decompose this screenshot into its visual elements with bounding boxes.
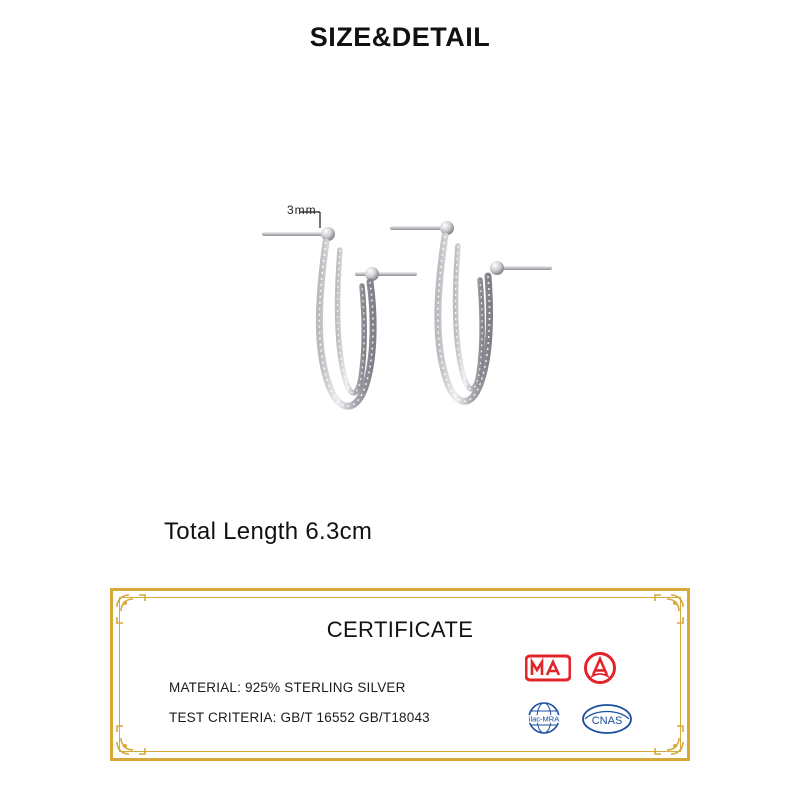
corner-ornament-icon — [115, 722, 149, 756]
svg-text:CNAS: CNAS — [591, 715, 623, 727]
certificate-test-criteria-line: TEST CRITERIA: GB/T 16552 GB/T18043 — [169, 710, 430, 725]
certificate-title: CERTIFICATE — [326, 617, 474, 642]
cnas-badge-icon — [581, 703, 633, 740]
measurement-label-3mm: 3mm — [287, 203, 317, 217]
ma-badge-icon — [525, 653, 571, 688]
total-length-label: Total Length 6.3cm — [164, 518, 373, 545]
certificate-material-line: MATERIAL: 925% STERLING SILVER — [169, 680, 406, 695]
cac-badge-icon — [583, 651, 617, 690]
ilac-mra-badge-icon — [521, 701, 567, 740]
svg-text:ilac-MRA: ilac-MRA — [528, 714, 560, 724]
certificate-details — [169, 673, 430, 733]
certification-badges — [521, 653, 641, 745]
product-image — [150, 150, 650, 480]
certificate-card — [110, 588, 690, 761]
corner-ornament-icon — [651, 722, 685, 756]
earrings-illustration — [150, 150, 650, 480]
page-title: SIZE&DETAIL — [309, 22, 491, 52]
